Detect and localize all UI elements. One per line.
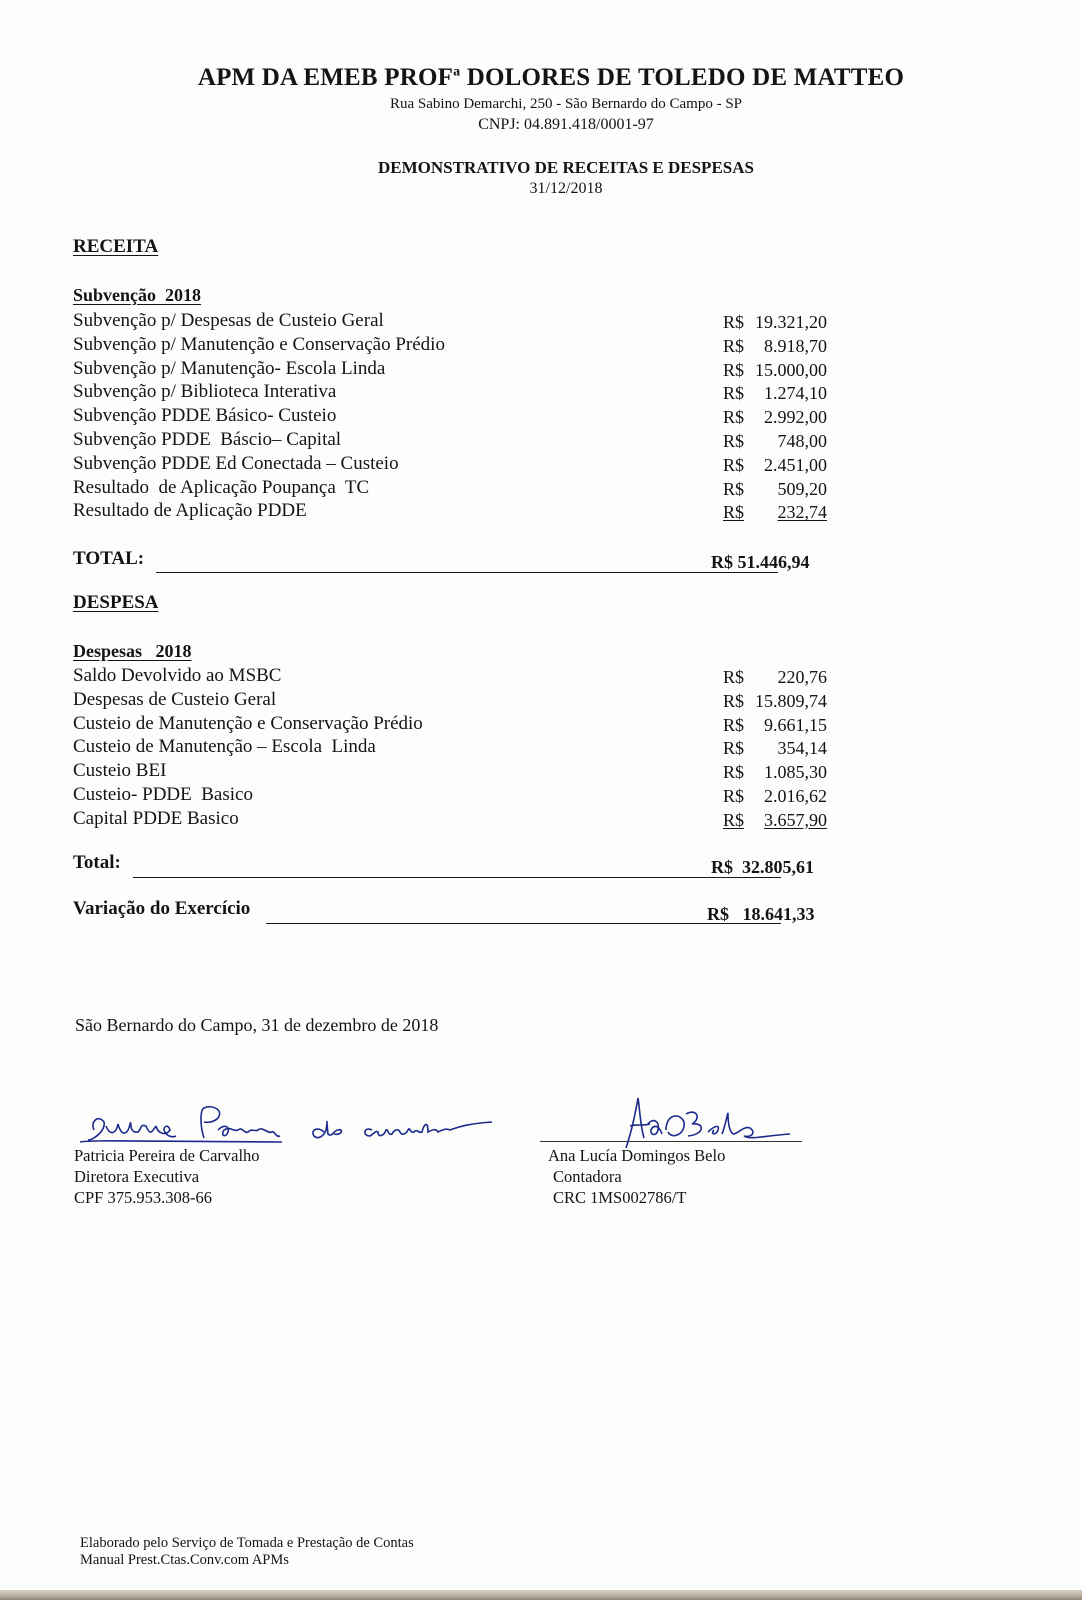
amount-value: 19.321,20 — [755, 312, 827, 332]
signatory-accountant-name: Ana Lucía Domingos Belo — [548, 1146, 726, 1165]
receita-line-item — [73, 453, 843, 477]
amount-value: 15.000,00 — [755, 359, 827, 380]
despesa-item-amount — [723, 667, 827, 688]
handwritten-signature-director — [72, 1100, 512, 1148]
paper-edge — [0, 1590, 1082, 1600]
amount-value: 220,76 — [777, 667, 827, 687]
despesa-total-rule — [133, 877, 781, 878]
despesa-item-amount — [723, 691, 827, 712]
receita-item-amount — [723, 431, 827, 452]
despesa-subheading: Despesas 2018 — [73, 641, 192, 661]
place-date: São Bernardo do Campo, 31 de dezembro de 2018 — [75, 1015, 439, 1035]
receita-item-label: Resultado de Aplicação PDDE — [73, 500, 307, 522]
footer-line-1: Elaborado pelo Serviço de Tomada e Prestação de Contas — [80, 1535, 414, 1551]
receita-items — [73, 310, 843, 524]
receita-item-amount — [723, 407, 827, 428]
variacao-amount: R$ 18.641,33 — [707, 904, 815, 924]
receita-total-row — [73, 548, 843, 578]
despesa-item-amount — [723, 738, 827, 759]
receita-item-amount — [723, 336, 827, 357]
despesa-item-label: Despesas de Custeio Geral — [73, 688, 277, 710]
currency-symbol: R$ — [723, 785, 745, 806]
receita-total-rule — [156, 572, 778, 573]
receita-item-label: Resultado de Aplicação Poupança TC — [73, 476, 370, 498]
receita-item-amount — [723, 479, 827, 500]
variacao-rule — [266, 923, 781, 924]
despesa-item-amount — [723, 715, 827, 736]
receita-item-amount — [723, 455, 827, 476]
despesa-line-item — [73, 665, 843, 689]
currency-symbol: R$ — [723, 407, 745, 428]
despesa-heading: DESPESA — [73, 592, 159, 613]
amount-value: 3.657,90 — [764, 809, 827, 830]
signatory-accountant-role: Contadora — [553, 1167, 622, 1186]
receita-item-label: Subvenção p/ Manutenção- Escola Linda — [73, 357, 386, 379]
amount-value: 1.274,10 — [764, 383, 827, 404]
handwritten-signature-accountant — [540, 1090, 810, 1150]
amount-value: 15.809,74 — [755, 690, 827, 711]
receita-line-item — [73, 310, 843, 334]
signature-block-accountant — [540, 1090, 810, 1240]
despesa-line-item — [73, 689, 843, 713]
amount-value: 8.918,70 — [764, 335, 827, 356]
despesa-item-label: Custeio BEI — [73, 760, 167, 782]
receita-line-item — [73, 334, 843, 358]
receita-item-label: Subvenção PDDE Básico- Custeio — [73, 405, 337, 427]
receita-item-amount — [723, 360, 827, 381]
despesa-item-amount — [723, 810, 827, 831]
currency-symbol: R$ — [723, 762, 745, 783]
despesa-line-item — [73, 760, 843, 784]
amount-value: 509,20 — [777, 478, 827, 499]
amount-value: 748,00 — [777, 430, 827, 451]
organization-cnpj: CNPJ: 04.891.418/0001-97 — [478, 116, 654, 133]
footer-note — [80, 1535, 414, 1569]
receita-item-label: Subvenção PDDE Ed Conectada – Custeio — [73, 452, 399, 474]
receita-line-item — [73, 381, 843, 405]
despesa-item-label: Custeio de Manutenção e Conservação Prédio — [73, 712, 423, 734]
despesa-item-amount — [723, 762, 827, 783]
amount-value: 232,74 — [777, 502, 827, 523]
receita-total-label: TOTAL: — [73, 548, 145, 569]
organization-name: APM DA EMEB PROF$^a$ DOLORES DE TOLEDO DE MATTEO — [197, 64, 905, 91]
despesa-item-label: Capital PDDE Basico — [73, 807, 239, 829]
amount-value: 2.016,62 — [764, 785, 827, 806]
receita-item-label: Subvenção PDDE Báscio– Capital — [73, 428, 342, 450]
currency-symbol: R$ — [723, 714, 745, 735]
despesa-line-item — [73, 784, 843, 808]
despesa-item-amount — [723, 786, 827, 807]
variacao-label: Variação do Exercício — [73, 898, 251, 919]
despesa-item-label: Saldo Devolvido ao MSBC — [73, 665, 282, 686]
despesa-item-label: Custeio de Manutenção – Escola Linda — [73, 736, 376, 758]
document-title: DEMONSTRATIVO DE RECEITAS E DESPESAS — [378, 158, 754, 177]
signatory-director-name: Patricia Pereira de Carvalho — [74, 1146, 260, 1165]
variacao-row — [73, 898, 843, 928]
amount-value: 2.992,00 — [764, 407, 827, 428]
receita-item-label: Subvenção p/ Despesas de Custeio Geral — [73, 310, 384, 331]
signatory-director-id: CPF 375.953.308-66 — [74, 1188, 212, 1207]
receita-subheading: Subvenção 2018 — [73, 285, 202, 305]
receita-item-amount — [723, 312, 827, 333]
currency-symbol: R$ — [723, 454, 745, 475]
signature-block-director — [72, 1100, 512, 1240]
receita-total-amount: R$ 51.446,94 — [711, 552, 810, 572]
despesa-items — [73, 665, 843, 832]
amount-value: 9.661,15 — [764, 714, 827, 735]
receita-item-label: Subvenção p/ Biblioteca Interativa — [73, 381, 337, 403]
signatory-director-role: Diretora Executiva — [74, 1167, 200, 1186]
currency-symbol: R$ — [723, 667, 745, 687]
currency-symbol: R$ — [723, 383, 745, 404]
currency-symbol: R$ — [723, 502, 745, 523]
receita-item-label: Subvenção p/ Manutenção e Conservação Prédio — [73, 333, 445, 355]
organization-address: Rua Sabino Demarchi, 250 - São Bernardo do Campo - SP — [389, 96, 743, 112]
currency-symbol: R$ — [723, 809, 745, 830]
receita-item-amount — [723, 502, 827, 523]
receita-line-item — [73, 477, 843, 501]
currency-symbol: R$ — [723, 478, 745, 499]
receita-item-amount — [723, 383, 827, 404]
despesa-item-label: Custeio- PDDE Basico — [73, 783, 253, 805]
despesa-total-label: Total: — [73, 852, 121, 873]
footer-line-2: Manual Prest.Ctas.Conv.com APMs — [80, 1552, 289, 1568]
despesa-total-row — [73, 852, 843, 882]
amount-value: 2.451,00 — [764, 454, 827, 475]
signatory-accountant-id: CRC 1MS002786/T — [553, 1188, 687, 1207]
receita-line-item — [73, 429, 843, 453]
despesa-line-item — [73, 808, 843, 832]
currency-symbol: R$ — [723, 335, 745, 356]
despesa-total-amount: R$ 32.805,61 — [711, 857, 814, 877]
amount-value: 1.085,30 — [764, 762, 827, 783]
receita-heading: RECEITA — [73, 236, 159, 257]
currency-symbol: R$ — [723, 738, 745, 759]
currency-symbol: R$ — [723, 312, 745, 332]
despesa-line-item — [73, 713, 843, 737]
currency-symbol: R$ — [723, 430, 745, 451]
receita-line-item — [73, 500, 843, 524]
currency-symbol: R$ — [723, 359, 745, 380]
despesa-line-item — [73, 736, 843, 760]
currency-symbol: R$ — [723, 690, 745, 711]
receita-line-item — [73, 405, 843, 429]
receita-line-item — [73, 358, 843, 382]
amount-value: 354,14 — [777, 738, 827, 759]
document-date: 31/12/2018 — [529, 180, 603, 197]
